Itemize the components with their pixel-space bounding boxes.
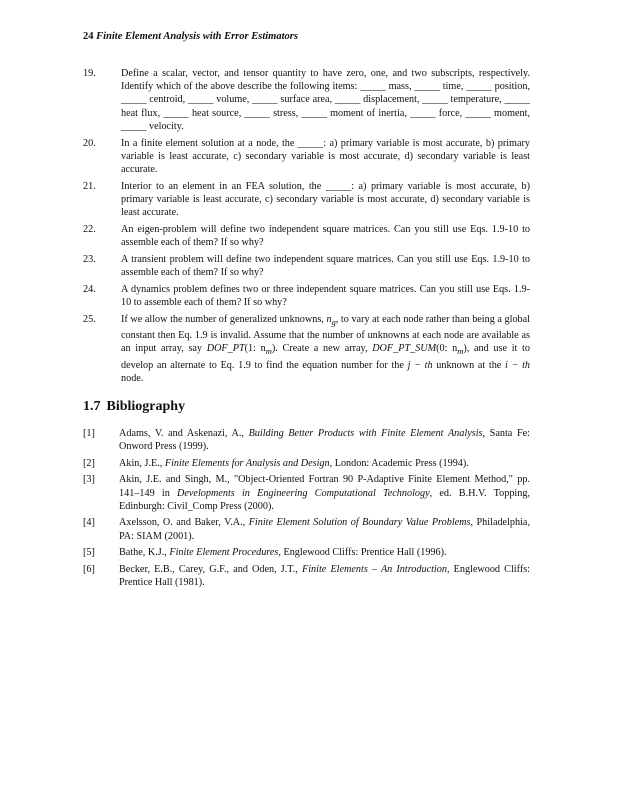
reference-text: Bathe, K.J., Finite Element Procedures, Englewood Cliffs: Prentice Hall (1996). <box>119 547 447 559</box>
question-24 <box>83 283 530 309</box>
question-text: An eigen-problem will define two independent square matrices. Can you still use Eqs. 1.9-10 to assemble each of them? If so why? <box>121 224 530 249</box>
question-text: In a finite element solution at a node, the _____: a) primary variable is most accurate, b) primary variable is least accurate, c) secondary variable is most accurate, d) secondary variable is least accurate. <box>121 137 530 176</box>
question-number: 25. <box>83 314 96 326</box>
question-number: 19. <box>83 68 96 79</box>
question-number: 20. <box>83 137 96 149</box>
question-text: Interior to an element in an FEA solution, the _____: a) primary variable is most accurate, b) primary variable is least accurate, c) secondary variable is most accurate, d) secondary variable is least accurate. <box>121 180 530 219</box>
page-number: 24 <box>83 31 94 42</box>
section-heading <box>83 399 530 415</box>
question-21 <box>83 180 530 220</box>
question-23 <box>83 253 530 279</box>
question-text: A dynamics problem defines two or three independent square matrices. Can you still use Eqs. 1.9-10 to assemble each of them? If so why? <box>121 284 530 309</box>
question-text: Define a scalar, vector, and tensor quantity to have zero, one, and two subscripts, respectively. Identify which of the above describe the following items: _____ mass, _____ time, _____ position, _____ centroid, _____ volume, _____ surface area, _____ displacement, _____ temperature, _____ heat flux, _____ heat source, _____ stress, _____ moment of inertia, _____ force, _____ moment, _____ velocity. <box>121 68 530 132</box>
question-number: 21. <box>83 180 96 192</box>
reference-text: Akin, J.E. and Singh, M., "Object-Oriented Fortran 90 P-Adaptive Finite Element Method," pp. 141–149 in Developments in Engineering Computational Technology, ed. B.H.V. Topping, Edinburgh: Civil_Comp Press (2000). <box>119 474 530 512</box>
reference-3 <box>83 473 530 513</box>
question-number: 24. <box>83 284 96 296</box>
reference-number: [2] <box>83 457 95 469</box>
question-number: 22. <box>83 224 96 236</box>
question-25 <box>83 313 530 385</box>
page-content <box>83 67 530 593</box>
reference-text: Adams, V. and Askenazi, A., Building Better Products with Finite Element Analysis, Santa Fe: Onword Press (1999). <box>119 428 530 453</box>
reference-number: [4] <box>83 517 95 529</box>
section-number: 1.7 <box>83 399 101 415</box>
running-header <box>83 31 298 42</box>
running-title: Finite Element Analysis with Error Estimators <box>96 31 298 42</box>
reference-6 <box>83 563 530 589</box>
reference-number: [6] <box>83 563 95 575</box>
reference-number: [3] <box>83 474 95 486</box>
reference-1 <box>83 427 530 453</box>
reference-4 <box>83 516 530 542</box>
reference-text: Becker, E.B., Carey, G.F., and Oden, J.T., Finite Elements – An Introduction, Englewood Cliffs: Prentice Hall (1981). <box>119 563 531 589</box>
question-20 <box>83 137 530 177</box>
reference-number: [1] <box>83 428 95 440</box>
question-19 <box>83 67 530 133</box>
reference-number: [5] <box>83 547 95 559</box>
question-22 <box>83 223 530 249</box>
question-text: If we allow the number of generalized unknowns, $n_g$, to vary at each node rather than being a global constant then Eq. 1.9 is invalid. Assume that the number of unknowns at each node are available as an input array, say DOF_PT(1: $n_m$). Create a new array, DOF_PT_SUM(0: $n_m$), and use it to develop an alternate to Eq. 1.9 to find the equation number for the j − th unknown at the i − th node. <box>121 314 531 384</box>
question-number: 23. <box>83 254 96 266</box>
reference-5 <box>83 546 530 559</box>
section-title: Bibliography <box>106 399 186 415</box>
question-text: A transient problem will define two independent square matrices. Can you still use Eqs. 1.9-10 to assemble each of them? If so why? <box>121 254 530 279</box>
reference-text: Akin, J.E., Finite Elements for Analysis and Design, London: Academic Press (1994). <box>119 457 469 469</box>
reference-text: Axelsson, O. and Baker, V.A., Finite Element Solution of Boundary Value Problems, Philadelphia, PA: SIAM (2001). <box>119 517 530 542</box>
reference-2 <box>83 457 530 470</box>
